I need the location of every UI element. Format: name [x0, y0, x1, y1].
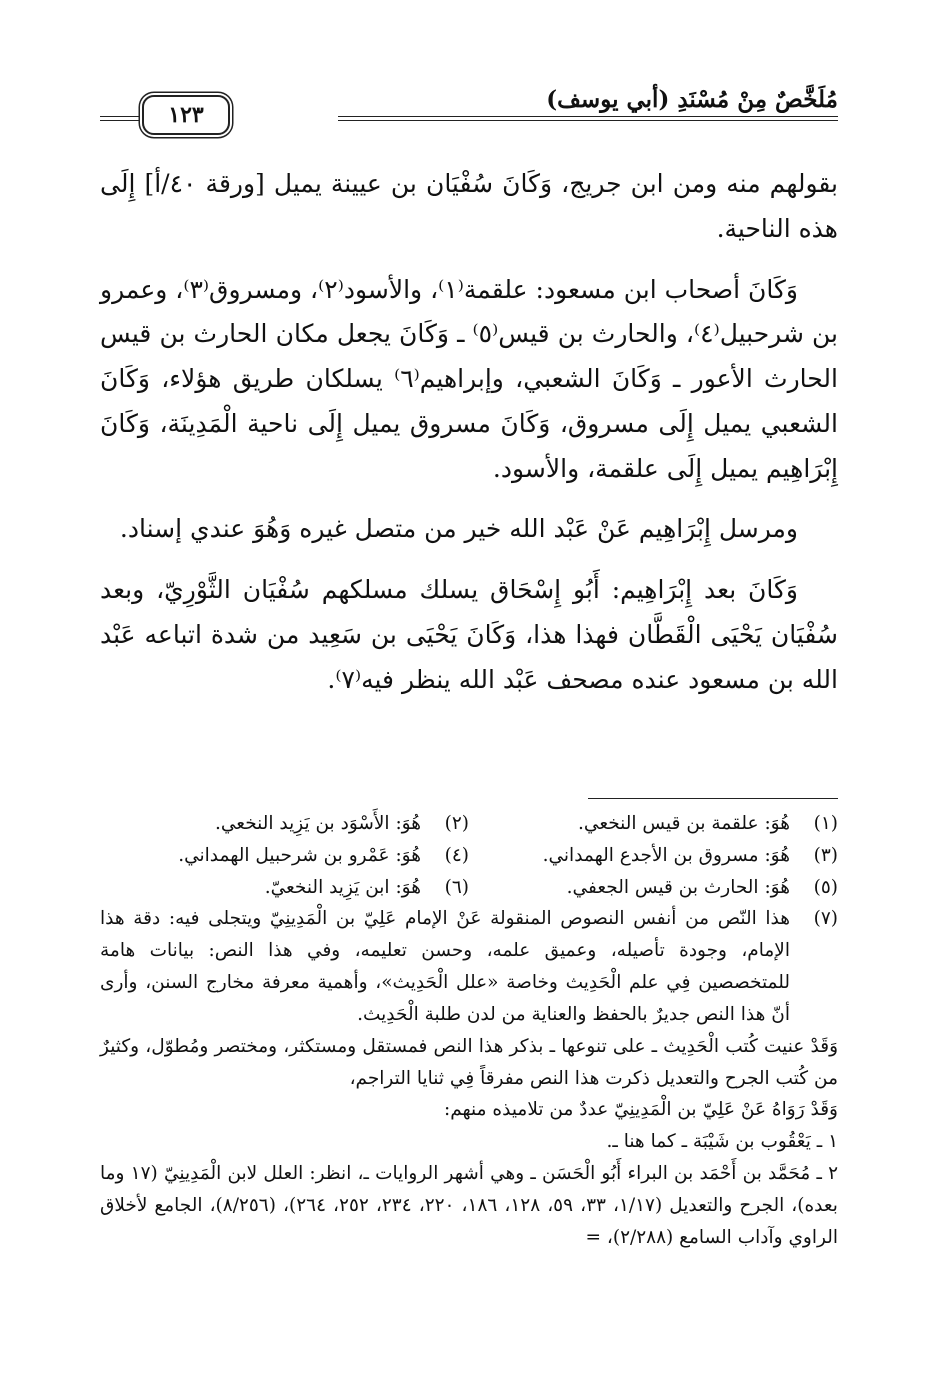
header-rule-right	[338, 116, 838, 121]
footnote-text: هُوَ: ابن يَزِيد النخعيّ.	[264, 876, 421, 898]
footnote-number: (٢)	[444, 813, 469, 834]
footnote-6	[100, 872, 469, 904]
paragraph: بقولهم منه ومن ابن جريج، وَكَانَ سُفْيَان بن عيينة يميل [ورقة ٤٠/أ] إِلَى هذه الناحية.	[100, 169, 838, 243]
footnote-text: هُوَ: علقمة بن قيس النخعي.	[578, 813, 790, 834]
footnote-2	[100, 808, 469, 840]
footnote-7-paragraph: وَقَدْ عنيت كُتب الْحَدِيث ـ على تنوعها ـ بذكر هذا النص فمستقل ومستكثر، ومختصر ومُطوّل، وكثيرٌ من كُتب الجرح والتعديل ذكرت هذا النص مفرقاً فِي ثنايا التراجم،	[100, 1035, 838, 1089]
footnote-number: (١)	[813, 813, 838, 834]
footnote-number: (٧)	[813, 908, 838, 930]
footnote-1	[469, 808, 838, 840]
footnote-number: (٥)	[813, 876, 838, 898]
header-rule-left	[100, 116, 140, 121]
footnote-text: هُوَ: عَمْرو بن شرحبيل الهمداني.	[178, 844, 421, 866]
footnote-7-paragraph: وَقَدْ رَوَاهُ عَنْ عَلِيّ بن الْمَدِينِيّ عددٌ من تلاميذه منهم:	[443, 1099, 838, 1121]
footnote-number: (٦)	[444, 876, 469, 898]
footnote-number: (٣)	[813, 844, 838, 866]
footnote-row	[100, 872, 838, 904]
footnote-separator	[588, 798, 838, 799]
footnote-4	[100, 840, 469, 872]
paragraph: ومرسل إِبْرَاهِيم عَنْ عَبْد الله خير من متصل غيره وَهُوَ عندي إسناد.	[119, 514, 798, 544]
paragraph: وَكَانَ أصحاب ابن مسعود: علقمة⁽١⁾، والأسود⁽٢⁾، ومسروق⁽٣⁾، وعمرو بن شرحبيل⁽٤⁾، والحارث بن قيس⁽٥⁾ ـ وَكَانَ يجعل مكان الحارث بن قيس الحارث الأعور ـ وَكَانَ الشعبي، وإبراهيم⁽٦⁾ يسلكان طريق هؤلاء، وَكَانَ الشعبي يميل إِلَى مسروق، وَكَانَ مسروق يميل إِلَى ناحية الْمَدِينَة، وَكَانَ إِبْرَاهِيم يميل إِلَى علقمة، والأسود.	[100, 274, 839, 483]
footnote-text: هُوَ: الحارث بن قيس الجعفي.	[566, 876, 790, 898]
footnote-number: (٤)	[444, 844, 469, 866]
footnote-7	[100, 903, 838, 1030]
running-title: مُلَخَّصٌ مِنْ مُسْنَدِ (أبي يوسف)	[546, 86, 838, 113]
footnote-text: هُوَ: مسروق بن الأجدع الهمداني.	[542, 844, 790, 866]
footnote-text: هذا النّص من أنفس النصوص المنقولة عَنْ الإمام عَلِيّ بن الْمَدِينِيّ ويتجلى فيه: دقة هذا الإمام، وجودة تأصيله، وعميق علمه، وحسن تعليمه، وفي هذا النص: بيانات هامة للمتخصصين فِي علم الْحَدِيث وخاصة «علل الْحَدِيث»، وأهمية معرفة مخارج السنن، وأرى أنّ هذا النص جديرٌ بالحفظ والعناية من لدن طلبة الْحَدِيث.	[100, 908, 790, 1025]
footnote-row	[100, 808, 838, 840]
footnotes	[100, 808, 838, 1253]
paragraph: وَكَانَ بعد إِبْرَاهِيم: أَبُو إِسْحَاق يسلك مسلكهم سُفْيَان الثَّوْرِيّ، وبعد سُفْيَان يَحْيَى الْقَطَّان فهذا هذا، وَكَانَ يَحْيَى بن سَعِيد من شدة اتباعه عَبْد الله بن مسعود عنده مصحف عَبْد الله ينظر فيه⁽٧⁾.	[100, 575, 838, 694]
footnote-3	[469, 840, 838, 872]
footnote-text: هُوَ: الأَسْوَد بن يَزِيد النخعي.	[214, 813, 421, 834]
page-number: ١٢٣	[142, 95, 230, 135]
footnote-row	[100, 840, 838, 872]
footnote-7-list-item: ١ ـ يَعْقُوب بن شَيْبَة ـ كما هنا ـ.	[606, 1131, 838, 1153]
main-text	[100, 162, 838, 718]
footnote-7-list-item: ٢ ـ مُحَمَّد بن أَحْمَد بن البراء أَبُو الْحَسَن ـ وهي أشهر الروايات ـ، انظر: العلل لابن الْمَدِينِيّ (١٧ وما بعده)، الجرح والتعديل (١/١٧، ٣٣، ٥٩، ١٢٨، ١٨٦، ٢٢٠، ٢٣٤، ٢٥٢، ٢٦٤)، (٨/٢٥٦)، الجامع لأخلاق الراوي وآداب السامع (٢/٢٨٨)، =	[100, 1162, 838, 1248]
footnote-5	[469, 872, 838, 904]
